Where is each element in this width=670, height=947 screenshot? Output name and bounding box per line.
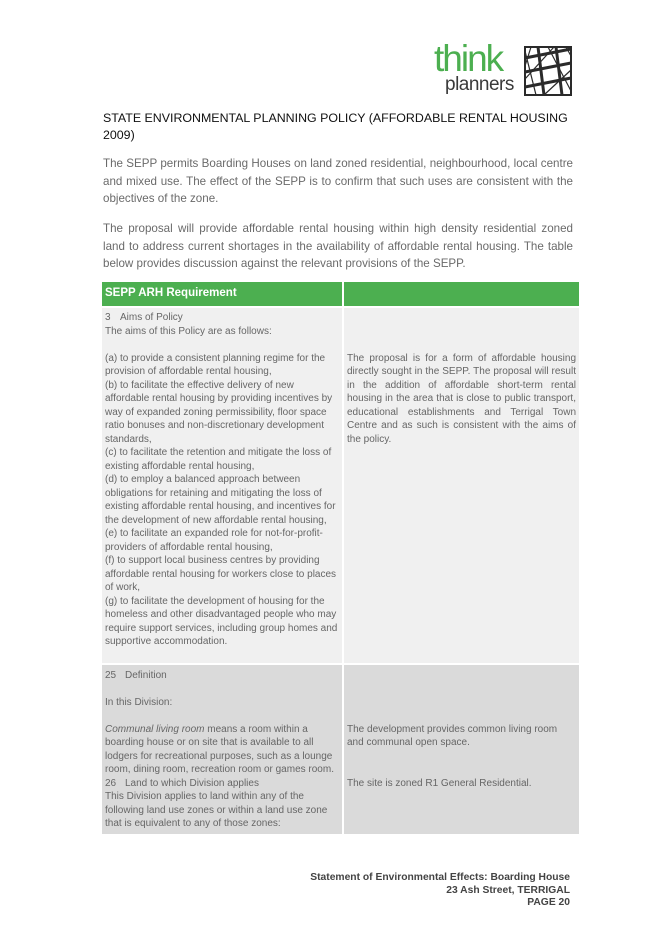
intro-paragraph-1: The SEPP permits Boarding Houses on land zoned residential, neighbourhood, local centre and mixed use. The effect of the SEPP is to confirm that such uses are consistent with the objectives of the zone.	[103, 157, 573, 205]
clause-intro: In this Division:	[105, 696, 173, 708]
intro-paragraph-2: The proposal will provide affordable rental housing within high density residential zoned land to address current shortages in the availability of affordable rental housing. The table below provides discussion against the relevant provisions of the SEPP.	[103, 222, 573, 270]
requirement-cell	[102, 307, 343, 664]
aim-item: (e) to facilitate an expanded role for not-for-profit-providers of affordable rental housing,	[105, 528, 323, 553]
clause-text: This Division applies to land within any of the following land use zones or within a land use zone that is equivalent to any of those zones:	[105, 791, 328, 829]
clause-number: 25	[105, 669, 117, 681]
comment-text: The proposal is for a form of affordable housing directly sought in the SEPP. The proposal will result in the addition of affordable short-term rental housing in the area that is close to public transport, educational establishments and Terrigal Town Centre and as such is consistent with the aims of the policy.	[347, 352, 576, 445]
footer-page-number: PAGE 20	[527, 897, 570, 908]
table-header-row	[102, 282, 579, 307]
aim-item: (c) to facilitate the retention and mitigate the loss of existing affordable rental housing,	[105, 447, 332, 472]
comment-text: The site is zoned R1 General Residential.	[347, 777, 532, 789]
clause-heading	[105, 669, 339, 683]
definition-text	[105, 723, 339, 777]
clause-title: Land to which Division applies	[125, 777, 259, 789]
logo-word-planners: planners	[445, 74, 514, 95]
aim-item: (b) to facilitate the effective delivery of new affordable rental housing by providing incentives by way of expanded zoning permissibility, floor space ratio bonuses and non-discretionary development standards,	[105, 379, 333, 445]
clause-title: Aims of Policy	[120, 312, 183, 323]
definition-body: means a room within a boarding house or on site that is available to all lodgers for recreational purposes, such as a lounge room, dining room, recreation room or games room.	[105, 723, 334, 775]
section-heading: STATE ENVIRONMENTAL PLANNING POLICY (AFFORDABLE RENTAL HOUSING 2009)	[103, 111, 568, 142]
defined-term: Communal living room	[105, 723, 205, 735]
aim-item: (g) to facilitate the development of housing for the homeless and other disadvantaged people who may require support services, including group homes and supportive accommodation.	[105, 595, 338, 647]
footer-address: 23 Ash Street, TERRIGAL	[446, 884, 570, 896]
comment-cell	[343, 664, 579, 834]
clause-intro: The aims of this Policy are as follows:	[105, 325, 272, 337]
header-requirement: SEPP ARH Requirement	[102, 282, 343, 307]
requirement-cell	[102, 664, 343, 834]
clause-heading	[105, 311, 339, 325]
clause-number: 26	[105, 777, 117, 789]
comment-text: The development provides common living room and communal open space.	[347, 723, 558, 748]
sepp-requirements-table	[102, 282, 579, 834]
table-row	[102, 664, 579, 834]
clause-title: Definition	[125, 669, 167, 681]
page-footer	[310, 872, 570, 910]
table-row	[102, 307, 579, 664]
comment-cell	[343, 307, 579, 664]
street-map-icon	[524, 46, 572, 96]
aim-item: (f) to support local business centres by providing affordable rental housing for workers close to places of work,	[105, 555, 337, 593]
logo-word-think: think	[434, 38, 503, 79]
aim-item: (d) to employ a balanced approach between obligations for retaining and mitigating the loss of existing affordable rental housing, and incentives for the development of new affordable rental housing,	[105, 474, 336, 526]
clause-number: 3	[105, 312, 111, 323]
clause-heading	[105, 777, 339, 791]
header-comment	[343, 282, 579, 307]
company-logo	[434, 38, 574, 98]
footer-document-title: Statement of Environmental Effects: Boarding House	[310, 872, 570, 883]
aim-item: (a) to provide a consistent planning regime for the provision of affordable rental housing,	[105, 352, 326, 377]
